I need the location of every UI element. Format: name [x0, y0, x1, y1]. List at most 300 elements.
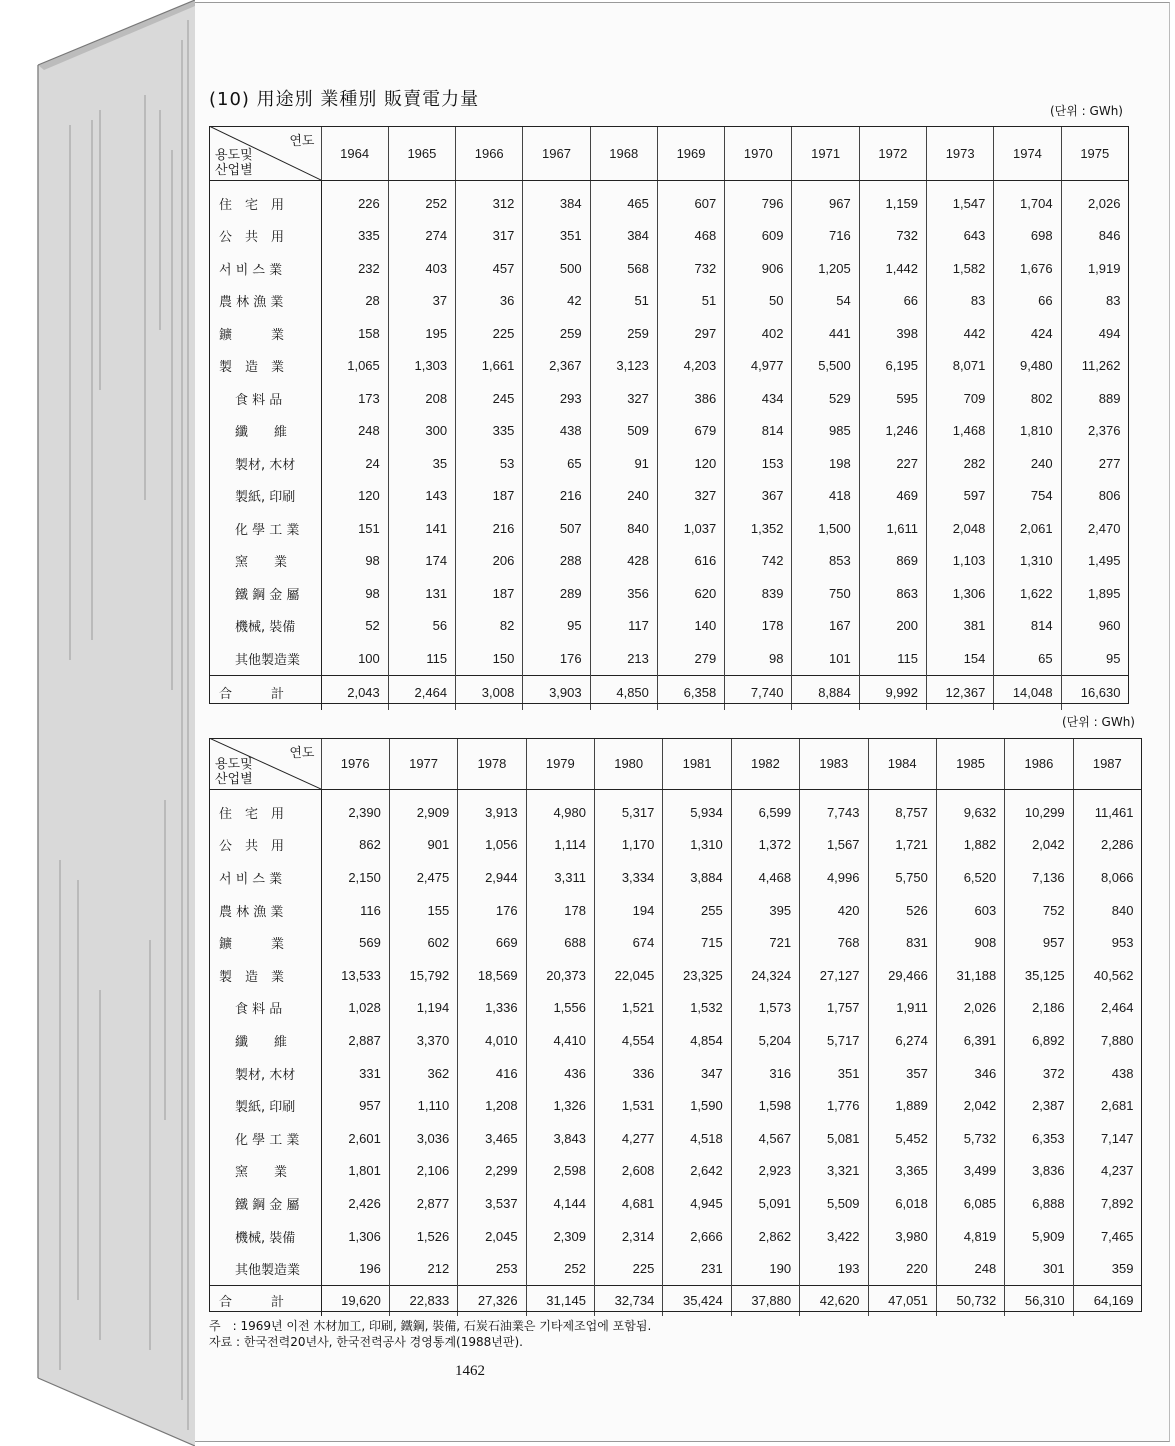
table-row — [209, 285, 1129, 318]
table-cell: 1,573 — [731, 992, 799, 1025]
table-cell: 1,810 — [994, 415, 1061, 448]
table-cell: 420 — [800, 894, 868, 927]
table-cell: 27,127 — [800, 959, 868, 992]
table-cell: 56 — [388, 610, 455, 643]
table-cell: 526 — [868, 894, 936, 927]
table-cell: 282 — [927, 447, 994, 480]
unit-label-top: (단위 : GWh) — [1050, 104, 1123, 118]
table-cell: 297 — [657, 317, 724, 350]
table-cell: 98 — [725, 642, 792, 675]
table-cell: 1,582 — [927, 252, 994, 285]
table-cell: 2,681 — [1100, 1098, 1134, 1114]
table-cell: 457 — [456, 252, 523, 285]
table-cell: 4,518 — [663, 1122, 731, 1155]
table-cell: 889 — [1098, 390, 1121, 406]
table-cell: 853 — [792, 545, 859, 578]
table-cell: 66 — [859, 285, 926, 318]
table-row — [209, 926, 1142, 959]
table-cell: 2,470 — [1087, 520, 1121, 536]
table-cell: 908 — [936, 926, 1004, 959]
table-cell: 178 — [526, 894, 594, 927]
table-cell: 2,376 — [1087, 423, 1121, 439]
table-cell: 4,144 — [526, 1187, 594, 1220]
row-label: 窯 業 — [209, 545, 321, 578]
table-cell: 194 — [595, 894, 663, 927]
table-cell: 416 — [458, 1057, 526, 1090]
total-cell: 9,992 — [859, 675, 926, 710]
footnote-source: 자료 : 한국전력20년사, 한국전력공사 경영통계(1988년판). — [209, 1335, 523, 1349]
table-cell: 3,321 — [800, 1155, 868, 1188]
total-cell: 37,880 — [731, 1285, 799, 1316]
table-row — [209, 512, 1129, 545]
table-cell: 862 — [321, 829, 389, 862]
row-label: 纖 維 — [209, 415, 321, 448]
table-cell: 2,944 — [458, 861, 526, 894]
table-row — [209, 317, 1129, 350]
table-cell: 4,567 — [731, 1122, 799, 1155]
table-cell: 6,599 — [731, 790, 799, 829]
table-cell: 9,632 — [936, 790, 1004, 829]
table-cell: 231 — [663, 1252, 731, 1285]
table-cell: 9,480 — [994, 350, 1061, 383]
table-cell: 6,085 — [936, 1187, 1004, 1220]
table-cell: 6,520 — [936, 861, 1004, 894]
table-cell: 66 — [994, 285, 1061, 318]
table-cell: 796 — [725, 181, 792, 220]
table-cell: 4,203 — [657, 350, 724, 383]
book-page-stack — [0, 0, 195, 1446]
table-cell: 154 — [927, 642, 994, 675]
table-cell: 2,045 — [458, 1220, 526, 1253]
table-cell: 190 — [731, 1252, 799, 1285]
table-cell: 4,854 — [663, 1024, 731, 1057]
total-cell: 32,734 — [595, 1285, 663, 1316]
table-cell: 35 — [388, 447, 455, 480]
table-cell: 403 — [388, 252, 455, 285]
table-cell: 208 — [388, 382, 455, 415]
table-cell: 7,880 — [1100, 1032, 1134, 1048]
table-cell: 115 — [859, 642, 926, 675]
total-cell: 16,630 — [1061, 675, 1128, 710]
year-header: 1976 — [321, 738, 389, 790]
table-cell: 395 — [731, 894, 799, 927]
table-row — [209, 480, 1129, 513]
table-cell: 4,819 — [936, 1220, 1004, 1253]
table-cell: 178 — [725, 610, 792, 643]
year-header: 1979 — [526, 738, 594, 790]
table-cell: 327 — [657, 480, 724, 513]
table-cell: 29,466 — [868, 959, 936, 992]
table-cell: 715 — [663, 926, 731, 959]
table-cell: 51 — [657, 285, 724, 318]
table-cell: 24 — [321, 447, 388, 480]
table-cell: 8,066 — [1100, 869, 1134, 885]
table-cell: 4,010 — [458, 1024, 526, 1057]
table-cell: 2,150 — [321, 861, 389, 894]
total-cell: 35,424 — [663, 1285, 731, 1316]
table-cell: 1,495 — [1087, 553, 1121, 569]
table-cell: 1,661 — [456, 350, 523, 383]
table-cell: 8,757 — [868, 790, 936, 829]
table-cell: 206 — [456, 545, 523, 578]
table-cell: 151 — [321, 512, 388, 545]
table-cell: 200 — [859, 610, 926, 643]
table-cell: 721 — [731, 926, 799, 959]
table-cell: 688 — [526, 926, 594, 959]
table-cell: 5,934 — [663, 790, 731, 829]
table-cell: 3,365 — [868, 1155, 936, 1188]
table-cell: 1,442 — [859, 252, 926, 285]
table-cell: 2,608 — [595, 1155, 663, 1188]
table-row — [209, 1024, 1142, 1057]
table-cell: 1,919 — [1087, 260, 1121, 276]
year-header: 1984 — [868, 738, 936, 790]
table-cell: 1,757 — [800, 992, 868, 1025]
table-cell: 245 — [456, 382, 523, 415]
table-cell: 336 — [595, 1057, 663, 1090]
table-cell: 2,464 — [1100, 1000, 1134, 1016]
table-cell: 468 — [657, 220, 724, 253]
row-label: 農 林 漁 業 — [209, 894, 321, 927]
table-cell: 1,037 — [657, 512, 724, 545]
table-row — [209, 181, 1129, 220]
table-cell: 906 — [725, 252, 792, 285]
total-cell: 31,145 — [526, 1285, 594, 1316]
row-label: 製 造 業 — [209, 350, 321, 383]
table-cell: 216 — [523, 480, 590, 513]
table-cell: 3,036 — [389, 1122, 457, 1155]
table-cell: 6,888 — [1005, 1187, 1073, 1220]
table-cell: 7,743 — [800, 790, 868, 829]
row-label: 窯 業 — [209, 1155, 321, 1188]
table-cell: 602 — [389, 926, 457, 959]
table-cell: 98 — [321, 545, 388, 578]
table-cell: 752 — [1005, 894, 1073, 927]
table-cell: 5,509 — [800, 1187, 868, 1220]
table-cell: 120 — [321, 480, 388, 513]
table-row — [209, 1252, 1142, 1285]
year-header: 1981 — [663, 738, 731, 790]
table-row — [209, 545, 1129, 578]
table-cell: 806 — [1098, 488, 1121, 504]
table-cell: 98 — [321, 577, 388, 610]
table-cell: 274 — [388, 220, 455, 253]
table-cell: 187 — [456, 480, 523, 513]
row-label: 서 비 스 業 — [209, 861, 321, 894]
table-cell: 1,056 — [458, 829, 526, 862]
table-cell: 1,611 — [859, 512, 926, 545]
table-cell: 83 — [927, 285, 994, 318]
table-cell: 529 — [792, 382, 859, 415]
table-cell: 153 — [725, 447, 792, 480]
table-cell: 1,521 — [595, 992, 663, 1025]
table-cell: 2,887 — [321, 1024, 389, 1057]
table-cell: 643 — [927, 220, 994, 253]
table-cell: 3,913 — [458, 790, 526, 829]
table-cell: 227 — [859, 447, 926, 480]
table-cell: 7,136 — [1005, 861, 1073, 894]
table-cell: 500 — [523, 252, 590, 285]
table-row — [209, 959, 1142, 992]
total-cell: 50,732 — [936, 1285, 1004, 1316]
table-cell: 716 — [792, 220, 859, 253]
table-cell: 6,195 — [859, 350, 926, 383]
table-cell: 1,336 — [458, 992, 526, 1025]
table-cell: 248 — [936, 1252, 1004, 1285]
table-cell: 255 — [663, 894, 731, 927]
table-cell: 2,390 — [321, 790, 389, 829]
total-cell: 12,367 — [927, 675, 994, 710]
table-cell: 1,170 — [595, 829, 663, 862]
table-cell: 11,461 — [1094, 804, 1134, 820]
table-cell: 359 — [1111, 1261, 1134, 1277]
table-cell: 434 — [725, 382, 792, 415]
table-cell: 814 — [725, 415, 792, 448]
table-cell: 4,237 — [1100, 1163, 1134, 1179]
table-cell: 176 — [523, 642, 590, 675]
table-cell: 2,601 — [321, 1122, 389, 1155]
table-cell: 35,125 — [1005, 959, 1073, 992]
total-cell: 3,903 — [523, 675, 590, 710]
table-cell: 6,391 — [936, 1024, 1004, 1057]
year-header: 1971 — [792, 126, 859, 181]
table-row — [209, 790, 1142, 829]
table-cell: 609 — [725, 220, 792, 253]
corner-category-line-2: 산업별 — [215, 162, 253, 177]
table-cell: 5,500 — [792, 350, 859, 383]
table-cell: 5,732 — [936, 1122, 1004, 1155]
table-cell: 4,410 — [526, 1024, 594, 1057]
row-label: 其他製造業 — [209, 642, 321, 675]
table-cell: 13,533 — [321, 959, 389, 992]
year-header: 1969 — [657, 126, 724, 181]
table-cell: 839 — [725, 577, 792, 610]
table-cell: 424 — [994, 317, 1061, 350]
year-header: 1980 — [595, 738, 663, 790]
table-cell: 1,500 — [792, 512, 859, 545]
table-cell: 176 — [458, 894, 526, 927]
table-cell: 863 — [859, 577, 926, 610]
table-cell: 3,836 — [1005, 1155, 1073, 1188]
table-cell: 167 — [792, 610, 859, 643]
table-cell: 50 — [725, 285, 792, 318]
table-cell: 616 — [657, 545, 724, 578]
table-cell: 131 — [388, 577, 455, 610]
table-cell: 6,353 — [1005, 1122, 1073, 1155]
table-cell: 252 — [388, 181, 455, 220]
table-cell: 8,071 — [927, 350, 994, 383]
table-cell: 442 — [927, 317, 994, 350]
table-cell: 507 — [523, 512, 590, 545]
table-cell: 679 — [657, 415, 724, 448]
table-cell: 438 — [523, 415, 590, 448]
table-cell: 356 — [590, 577, 657, 610]
table-cell: 4,980 — [526, 790, 594, 829]
table-cell: 2,299 — [458, 1155, 526, 1188]
table-cell: 362 — [389, 1057, 457, 1090]
table-cell: 15,792 — [389, 959, 457, 992]
table-cell: 198 — [792, 447, 859, 480]
table-cell: 509 — [590, 415, 657, 448]
corner-header-cell — [209, 738, 321, 790]
table-cell: 196 — [321, 1252, 389, 1285]
table-cell: 620 — [657, 577, 724, 610]
table-cell: 607 — [657, 181, 724, 220]
table-cell: 1,776 — [800, 1089, 868, 1122]
row-label: 住 宅 用 — [209, 181, 321, 220]
table-cell: 331 — [321, 1057, 389, 1090]
corner-header-cell — [209, 126, 321, 181]
table-cell: 2,048 — [927, 512, 994, 545]
table-cell: 2,862 — [731, 1220, 799, 1253]
table-cell: 742 — [725, 545, 792, 578]
table-cell: 1,246 — [859, 415, 926, 448]
table-row — [209, 894, 1142, 927]
year-header: 1966 — [456, 126, 523, 181]
table-title: (10) 用途別 業種別 販賣電力量 — [209, 89, 480, 110]
total-cell: 3,008 — [456, 675, 523, 710]
table-cell: 293 — [523, 382, 590, 415]
table-cell: 1,704 — [994, 181, 1061, 220]
table-row — [209, 1122, 1142, 1155]
table-cell: 569 — [321, 926, 389, 959]
table-cell: 140 — [657, 610, 724, 643]
table-cell: 428 — [590, 545, 657, 578]
table-cell: 7,892 — [1100, 1195, 1134, 1211]
table-cell: 1,598 — [731, 1089, 799, 1122]
table-cell: 7,147 — [1100, 1130, 1134, 1146]
table-cell: 36 — [456, 285, 523, 318]
corner-category-label — [215, 147, 253, 177]
table-row — [209, 1155, 1142, 1188]
table-cell: 1,532 — [663, 992, 731, 1025]
total-cell: 8,884 — [792, 675, 859, 710]
total-cell: 64,169 — [1073, 1285, 1141, 1316]
total-cell: 56,310 — [1005, 1285, 1073, 1316]
table-cell: 2,106 — [389, 1155, 457, 1188]
table-cell: 155 — [389, 894, 457, 927]
table-cell: 4,468 — [731, 861, 799, 894]
table-cell: 1,372 — [731, 829, 799, 862]
table-cell: 141 — [388, 512, 455, 545]
table-cell: 1,103 — [927, 545, 994, 578]
table-row — [209, 350, 1129, 383]
table-cell: 674 — [595, 926, 663, 959]
table-cell: 2,042 — [936, 1089, 1004, 1122]
table-row — [209, 415, 1129, 448]
row-label: 農 林 漁 業 — [209, 285, 321, 318]
table-cell: 465 — [590, 181, 657, 220]
table-cell: 494 — [1098, 325, 1121, 341]
table-cell: 6,274 — [868, 1024, 936, 1057]
table-cell: 3,334 — [595, 861, 663, 894]
table-cell: 384 — [523, 181, 590, 220]
table-cell: 1,028 — [321, 992, 389, 1025]
table-cell: 158 — [321, 317, 388, 350]
year-header: 1970 — [725, 126, 792, 181]
table-cell: 1,303 — [388, 350, 455, 383]
table-cell: 216 — [456, 512, 523, 545]
table-cell: 597 — [927, 480, 994, 513]
table-cell: 2,598 — [526, 1155, 594, 1188]
table-cell: 750 — [792, 577, 859, 610]
table-cell: 709 — [927, 382, 994, 415]
table-row — [209, 220, 1129, 253]
row-label: 住 宅 用 — [209, 790, 321, 829]
total-cell: 7,740 — [725, 675, 792, 710]
table-cell: 11,262 — [1081, 358, 1121, 374]
row-label: 機械, 裝備 — [209, 610, 321, 643]
table-cell: 347 — [663, 1057, 731, 1090]
table-cell: 5,081 — [800, 1122, 868, 1155]
year-header: 1964 — [321, 126, 388, 181]
table-cell: 10,299 — [1005, 790, 1073, 829]
table-row — [209, 252, 1129, 285]
table-cell: 754 — [994, 480, 1061, 513]
table-cell: 1,208 — [458, 1089, 526, 1122]
table-row — [209, 447, 1129, 480]
table-cell: 4,681 — [595, 1187, 663, 1220]
table-cell: 2,314 — [595, 1220, 663, 1253]
table-row — [209, 829, 1142, 862]
table-cell: 2,923 — [731, 1155, 799, 1188]
table-cell: 4,977 — [725, 350, 792, 383]
total-cell: 2,464 — [388, 675, 455, 710]
table-cell: 252 — [526, 1252, 594, 1285]
table-cell: 28 — [321, 285, 388, 318]
row-label: 서 비 스 業 — [209, 252, 321, 285]
table-cell: 301 — [1005, 1252, 1073, 1285]
table-cell: 31,188 — [936, 959, 1004, 992]
table-cell: 2,475 — [389, 861, 457, 894]
table-cell: 83 — [1106, 293, 1121, 309]
table-cell: 120 — [657, 447, 724, 480]
table-cell: 187 — [456, 577, 523, 610]
table-cell: 54 — [792, 285, 859, 318]
corner-category-label — [215, 756, 253, 786]
table-cell: 1,326 — [526, 1089, 594, 1122]
total-cell: 22,833 — [389, 1285, 457, 1316]
table-row — [209, 1057, 1142, 1090]
table-cell: 37 — [388, 285, 455, 318]
table-cell: 20,373 — [526, 959, 594, 992]
table-cell: 240 — [590, 480, 657, 513]
table-cell: 367 — [725, 480, 792, 513]
row-label: 其他製造業 — [209, 1252, 321, 1285]
year-header: 1983 — [800, 738, 868, 790]
table-cell: 1,352 — [725, 512, 792, 545]
table-cell: 213 — [590, 642, 657, 675]
total-label: 合 計 — [209, 675, 321, 710]
row-label: 纖 維 — [209, 1024, 321, 1057]
table-cell: 193 — [800, 1252, 868, 1285]
table-cell: 248 — [321, 415, 388, 448]
table-cell: 603 — [936, 894, 1004, 927]
table-cell: 1,590 — [663, 1089, 731, 1122]
table-cell: 1,065 — [321, 350, 388, 383]
table-cell: 1,159 — [859, 181, 926, 220]
total-cell: 2,043 — [321, 675, 388, 710]
table-cell: 5,452 — [868, 1122, 936, 1155]
table-row — [209, 610, 1129, 643]
table-cell: 82 — [456, 610, 523, 643]
year-header: 1977 — [389, 738, 457, 790]
table-cell: 40,562 — [1093, 967, 1134, 983]
table-cell: 1,889 — [868, 1089, 936, 1122]
table-cell: 117 — [590, 610, 657, 643]
table-cell: 225 — [456, 317, 523, 350]
table-cell: 232 — [321, 252, 388, 285]
